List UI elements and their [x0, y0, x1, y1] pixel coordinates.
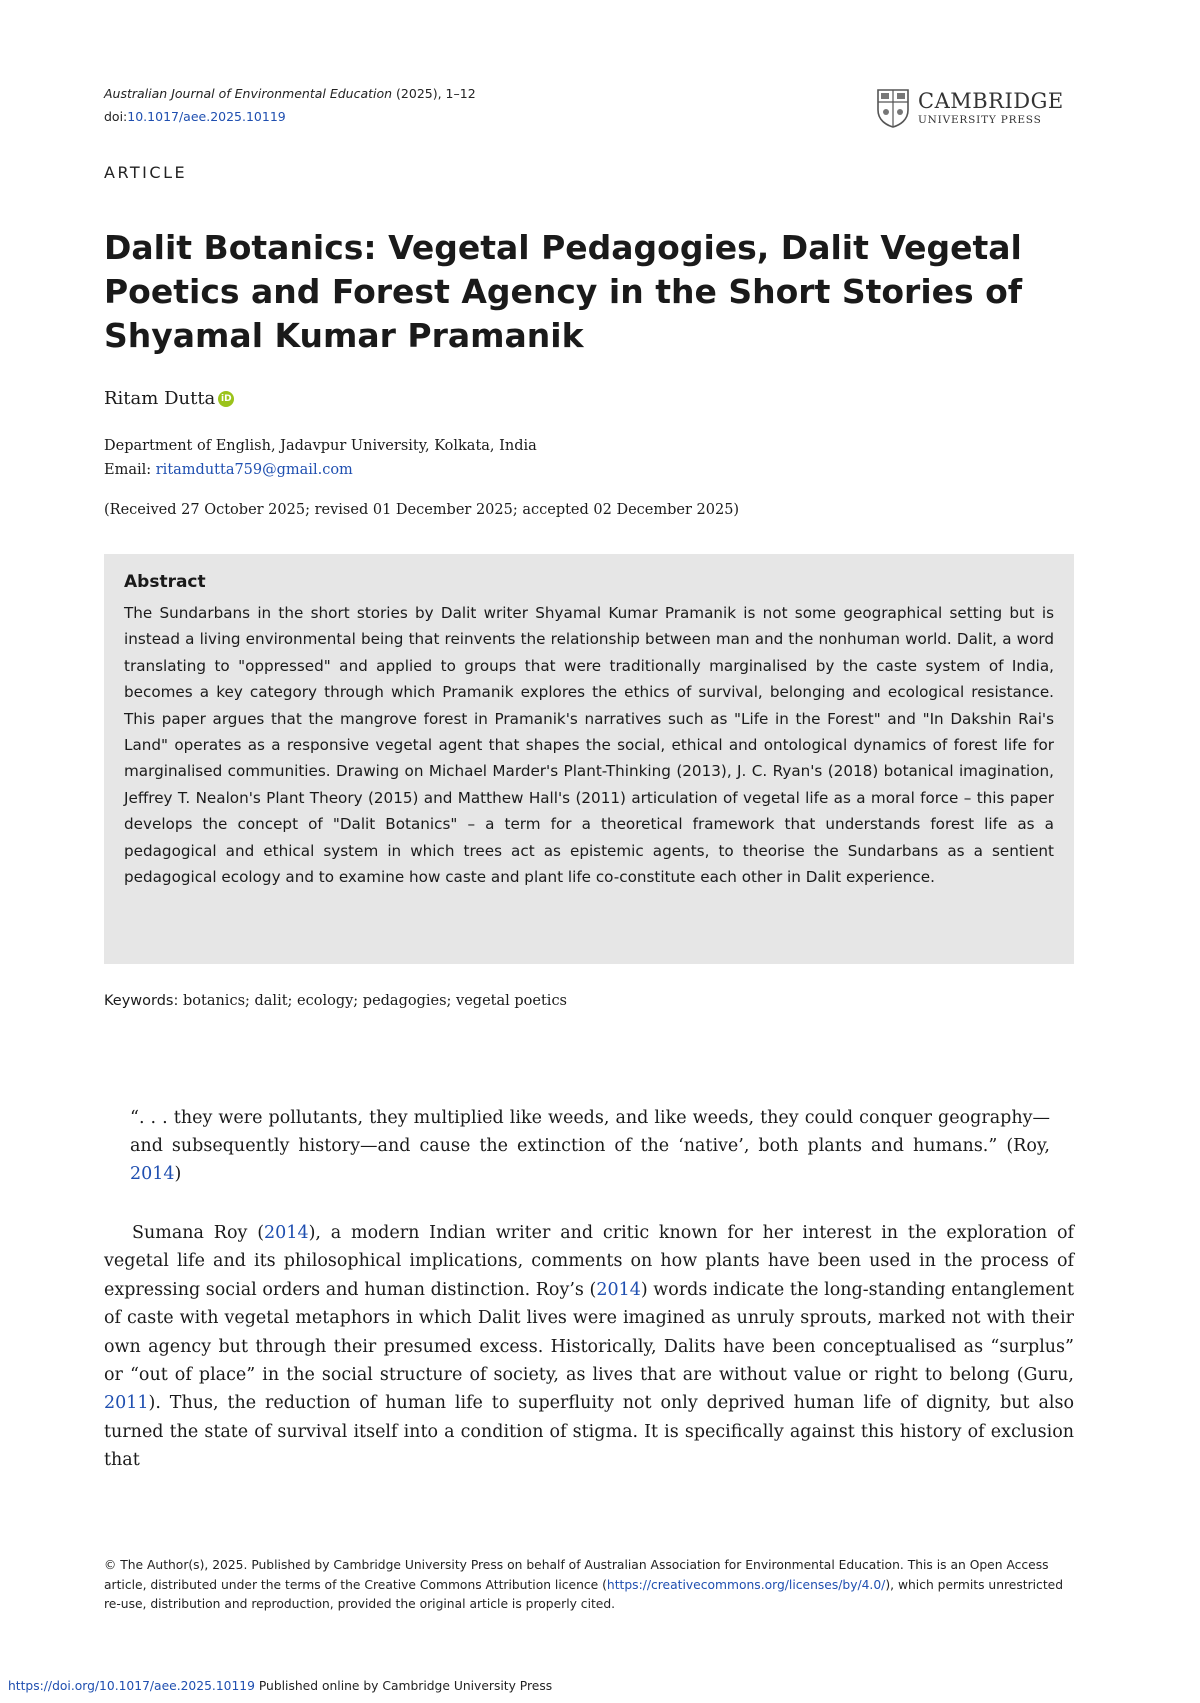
received-dates: (Received 27 October 2025; revised 01 December 2025; accepted 02 December 2025): [104, 502, 740, 518]
doi-link[interactable]: 10.1017/aee.2025.10119: [127, 109, 286, 124]
doi-line: [104, 109, 286, 124]
epigraph-text: “. . . they were pollutants, they multiplied like weeds, and like weeds, they could conquer geography—and subsequently history—and cause the extinction of the ‘native’, both plants and humans.” (Roy,: [130, 1108, 1050, 1156]
license-text-end: ), which permits unrestricted re-use, distribution and reproduction, provided the original article is properly cited.: [104, 1577, 1064, 1611]
footer-doi-link[interactable]: https://doi.org/10.1017/aee.2025.10119: [8, 1679, 255, 1693]
abstract-box: [104, 554, 1074, 964]
citation-link[interactable]: 2014: [264, 1223, 309, 1243]
license-text: © The Author(s), 2025. Published by Cambridge University Press on behalf of Australian Association for Environmental Education. This is an Open Access article, distributed under the terms of the Creative Commons Attribution licence (: [104, 1558, 1049, 1592]
page-footer: [8, 1679, 552, 1693]
email-line: [104, 458, 537, 482]
epigraph-citation-link[interactable]: 2014: [130, 1164, 175, 1184]
author-line: [104, 388, 234, 409]
keywords-line: [104, 993, 567, 1009]
body-text-segment: Sumana Roy (: [132, 1223, 265, 1243]
keywords-values: botanics; dalit; ecology; pedagogies; vegetal poetics: [178, 993, 568, 1009]
citation-link[interactable]: 2011: [104, 1393, 149, 1414]
body-text-segment: ). Thus, the reduction of human life to superfluity not only deprived human life of dignity, but also turned the state of survival itself into a condition of stigma. It is specifically against this history of exclusion that: [104, 1393, 1074, 1471]
abstract-heading: Abstract: [124, 572, 206, 592]
cambridge-logo: [876, 84, 1076, 132]
license-notice: [104, 1556, 1074, 1615]
journal-citation: [104, 86, 476, 101]
keywords-label: Keywords:: [104, 993, 179, 1009]
footer-published-text: Published online by Cambridge University Press: [254, 1679, 553, 1693]
body-text-segment: ), a modern Indian writer and critic known for her interest in the exploration of vegetal life and its philosophical implications, comments on how plants have been used in the process of expressing social orders and human distinction. Roy’s (: [104, 1223, 1074, 1300]
email-link[interactable]: ritamdutta759@gmail.com: [155, 462, 353, 478]
epigraph-close: ): [174, 1164, 182, 1184]
citation-link[interactable]: 2014: [596, 1279, 641, 1300]
orcid-icon[interactable]: iD: [218, 391, 234, 407]
affiliation-block: [104, 434, 537, 482]
article-title: Dalit Botanics: Vegetal Pedagogies, Dalit Vegetal Poetics and Forest Agency in the Short Stories of Shyamal Kumar Pramanik: [104, 228, 1023, 355]
crest-icon: [876, 88, 910, 128]
abstract-text: The Sundarbans in the short stories by Dalit writer Shyamal Kumar Pramanik is not some geographical setting but is instead a living environmental being that reinvents the relationship between man and the nonhuman world. Dalit, a word translating to "oppressed" and applied to groups that were traditionally marginalised by the caste system of India, becomes a key category through which Pramanik explores the ethics of survival, belonging and ecological resistance. This paper argues that the mangrove forest in Pramanik's narratives such as "Life in the Forest" and "In Dakshin Rai's Land" operates as a responsive vegetal agent that shapes the social, ethical and ontological dynamics of forest life for marginalised communities. Drawing on Michael Marder's Plant-Thinking (2013), J. C. Ryan's (2018) botanical imagination, Jeffrey T. Nealon's Plant Theory (2015) and Matthew Hall's (2011) articulation of vegetal life as a moral force – this paper develops the concept of "Dalit Botanics" – a term for a theoretical framework that understands forest life as a pedagogical and ethical system in which trees act as epistemic agents, to theorise the Sundarbans as a sentient pedagogical ecology and to examine how caste and plant life co-constitute each other in Dalit experience.: [124, 604, 1054, 887]
author-name: Ritam Dutta: [104, 388, 216, 409]
logo-subtitle: UNIVERSITY PRESS: [918, 113, 1042, 126]
journal-year-pages: (2025), 1–12: [392, 86, 476, 101]
journal-name: Australian Journal of Environmental Education: [104, 86, 393, 101]
doi-label: doi:: [104, 109, 128, 124]
body-text-segment: ) words indicate the long-standing entanglement of caste with vegetal metaphors in which Dalit lives were imagined as unruly sprouts, marked not with their own agency but through their presumed excess. Historically, Dalits have been conceptualised as “surplus” or “out of place” in the social structure of society, as lives that are without value or right to belong (Guru,: [104, 1279, 1074, 1386]
email-label: Email:: [104, 462, 156, 478]
affiliation: Department of English, Jadavpur University, Kolkata, India: [104, 438, 537, 454]
logo-title: CAMBRIDGE: [918, 88, 1064, 113]
body-paragraph: [104, 1219, 1074, 1475]
article-type-label: ARTICLE: [104, 163, 188, 182]
epigraph: [130, 1104, 1050, 1188]
body-text: [104, 1219, 1074, 1475]
license-url-link[interactable]: https://creativecommons.org/licenses/by/4.0/: [606, 1577, 886, 1592]
